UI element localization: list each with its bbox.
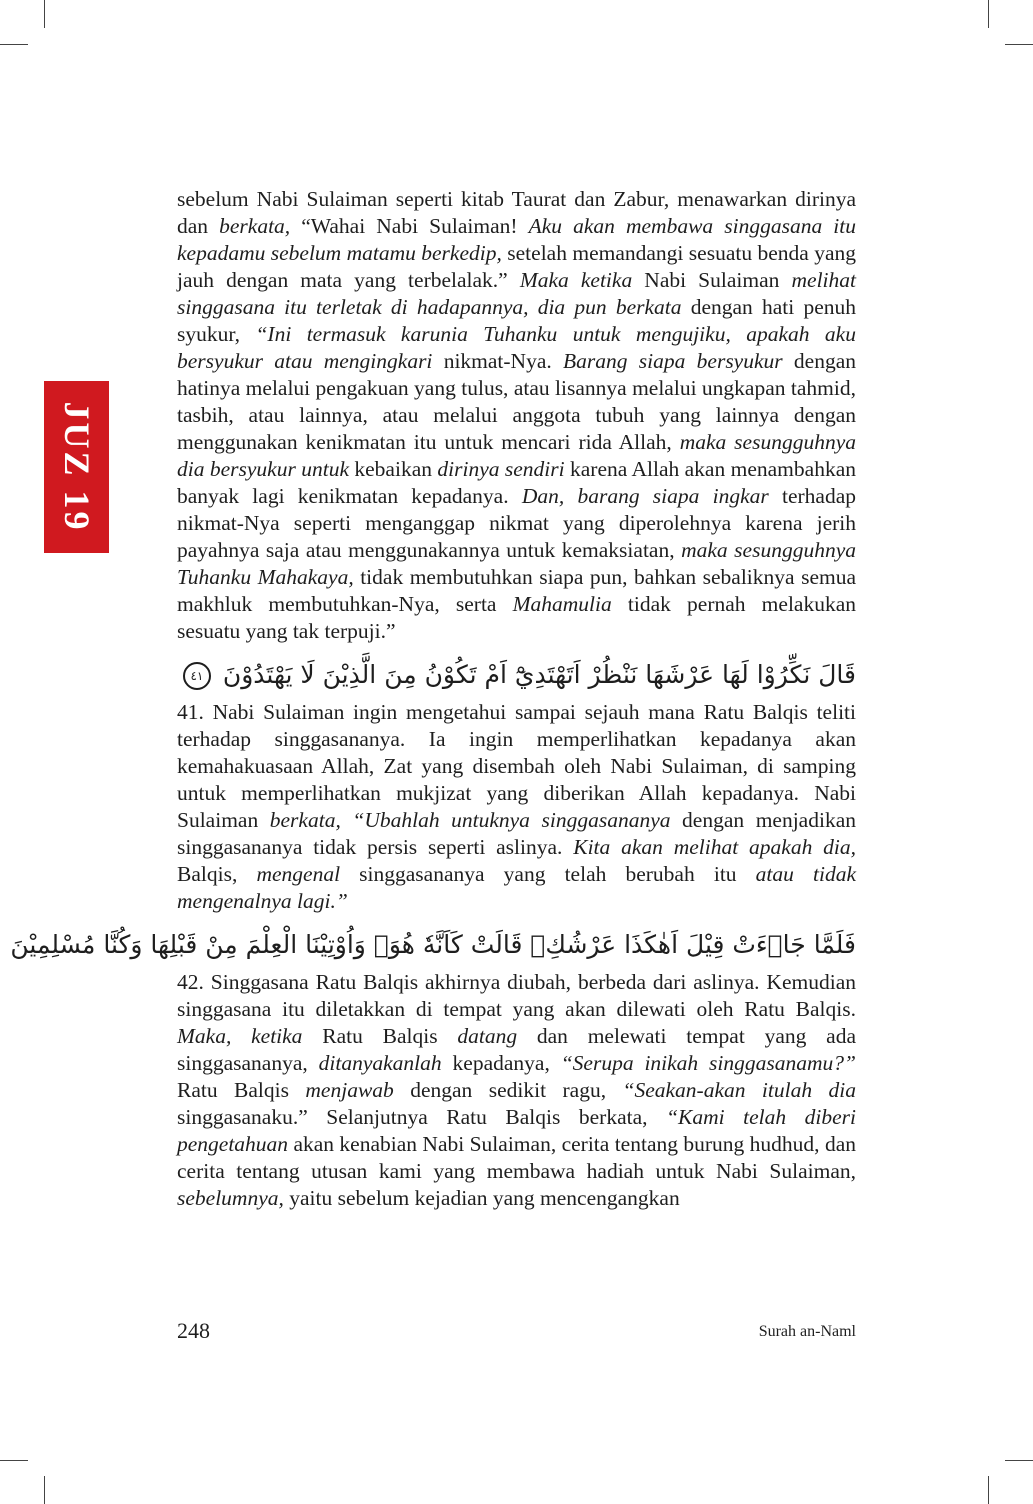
text-run: dengan hatinya melalui pengakuan yang tulus, atau lisannya melalui ungkapan tahmid, tasbih, atau lainnya, atau melalui anggota tubuh yang lainnya dengan menggunakan kenikmatan itu untuk mencari rida Allah, [177,349,856,454]
italic-run: Barang siapa bersyukur [563,349,783,373]
crop-mark [44,0,45,28]
italic-run: dirinya sendiri [437,457,565,481]
italic-run: “Kami telah diberi pengetahuan [177,1105,856,1156]
italic-run: sebelumnya, [177,1186,284,1210]
text-run: 42. Singgasana Ratu Balqis akhirnya diubah, berbeda dari aslinya. Kemudian singgasana itu diletakkan di tempat yang akan dilewati oleh Ratu Balqis. [177,970,856,1021]
text-run: kepadanya, [441,1051,561,1075]
text-run: yaitu sebelum kejadian yang mencengangkan [283,1186,680,1210]
text-run: Balqis, [177,862,257,886]
tafsir-paragraph [177,969,856,1212]
text-run: Nabi Sulaiman [632,268,792,292]
text-run: dengan menjadikan singgasananya tidak persis seperti aslinya. [177,808,856,859]
crop-mark [0,44,28,45]
text-run: dengan sedikit ragu, [393,1078,623,1102]
text-run: singgasananya yang telah berubah itu [340,862,756,886]
italic-run: melihat singgasana itu terletak di hadapannya, dia pun berkata [177,268,856,319]
italic-run: Aku akan membawa singgasana itu kepadamu sebelum matamu berkedip, [177,214,856,265]
verse-41 [177,659,856,691]
juz-tab [44,381,109,553]
tafsir-paragraph [177,186,856,645]
ayah-number-mark: ٤١ [183,662,211,690]
verse-42-text: فَلَمَّا جَاۤءَتْ قِيْلَ اَهٰكَذَا عَرْشُكِۗ قَالَتْ كَاَنَّهٗ هُوَۚ وَاُوْتِيْنَا الْعِلْمَ مِنْ قَبْلِهَا وَكُنَّا مُسْلِمِيْنَ [10,930,856,959]
text-run: karena Allah akan menambahkan banyak lagi kenikmatan kepadanya. [177,457,856,508]
crop-mark [44,1476,45,1504]
italic-run: Dan, barang siapa ingkar [521,484,769,508]
text-run: singgasanaku.” Selanjutnya Ratu Balqis berkata, [177,1105,667,1129]
italic-run: ditanyakanlah [318,1051,442,1075]
tafsir-paragraph [177,699,856,915]
italic-run: atau tidak mengenalnya lagi.” [177,862,857,913]
italic-run: “Ini termasuk karunia Tuhanku untuk mengujiku, apakah aku bersyukur atau mengingkari [177,322,856,373]
italic-run: datang [457,1024,518,1048]
text-run: dan melewati tempat yang ada singgasananya, [177,1024,856,1075]
text-run: dengan hati penuh syukur, [177,295,856,346]
text-run: kebaikan [349,457,438,481]
crop-mark [1005,1460,1033,1461]
verse-42 [10,929,856,961]
text-run: setelah memandangi sesuatu benda yang jauh dengan mata yang terbelalak.” [177,241,856,292]
page-number: 248 [177,1318,210,1343]
text-run: “Wahai Nabi Sulaiman! [290,214,529,238]
italic-run: mengenal [256,862,341,886]
crop-mark [1005,44,1033,45]
text-run: akan kenabian Nabi Sulaiman, cerita tentang burung hudhud, dan cerita tentang utusan kami yang membawa hadiah untuk Nabi Sulaiman, [177,1132,856,1183]
italic-run: berkata, [219,214,291,238]
text-run: 41. Nabi Sulaiman ingin mengetahui sampai sejauh mana Ratu Balqis teliti terhadap singgasananya. Ia ingin memperlihatkan kepadanya akan kemahakuasaan Allah, Zat yang disembah oleh Nabi Sulaiman, di samping untuk memperlihatkan mukjizat yang diberikan Allah kepadanya. Nabi Sulaiman [177,700,856,832]
italic-run: menjawab [305,1078,394,1102]
italic-run: Maka ketika [519,268,633,292]
text-run: tidak membutuhkan siapa pun, bahkan sebaliknya semua makhluk membutuhkan-Nya, serta [177,565,857,616]
italic-run: “Serupa inikah singgasanamu?” [560,1051,856,1075]
text-run: Ratu Balqis [177,1078,306,1102]
crop-mark [988,1476,989,1504]
juz-label: JUZ 19 [56,401,97,533]
italic-run: maka sesungguhnya Tuhanku Mahakaya, [177,538,856,589]
italic-run: “Seakan-akan itulah dia [622,1078,856,1102]
crop-mark [988,0,989,28]
italic-run: berkata, “Ubahlah untuknya singgasananya [269,808,671,832]
italic-run: maka sesungguhnya dia bersyukur untuk [177,430,857,481]
text-run: terhadap nikmat-Nya seperti menganggap nikmat yang diperolehnya karena jerih payahnya saja atau menggunakannya untuk kemaksiatan, [177,484,856,562]
text-run: tidak pernah melakukan sesuatu yang tak terpuji.” [177,592,857,643]
surah-name-footer: Surah an-Naml [758,1323,856,1340]
text-run: sebelum Nabi Sulaiman seperti kitab Taurat dan Zabur, menawarkan dirinya dan [177,187,856,238]
italic-run: Mahamulia [512,592,612,616]
crop-mark [0,1460,28,1461]
verse-41-text: قَالَ نَكِّرُوْا لَهَا عَرْشَهَا نَنْظُرْ اَتَهْتَدِيْٓ اَمْ تَكُوْنُ مِنَ الَّذِيْنَ لَا يَهْتَدُوْنَ [222,660,856,689]
italic-run: Maka, ketika [177,1024,303,1048]
text-run: Ratu Balqis [302,1024,458,1048]
text-run: nikmat-Nya. [432,349,564,373]
italic-run: Kita akan melihat apakah dia, [573,835,856,859]
